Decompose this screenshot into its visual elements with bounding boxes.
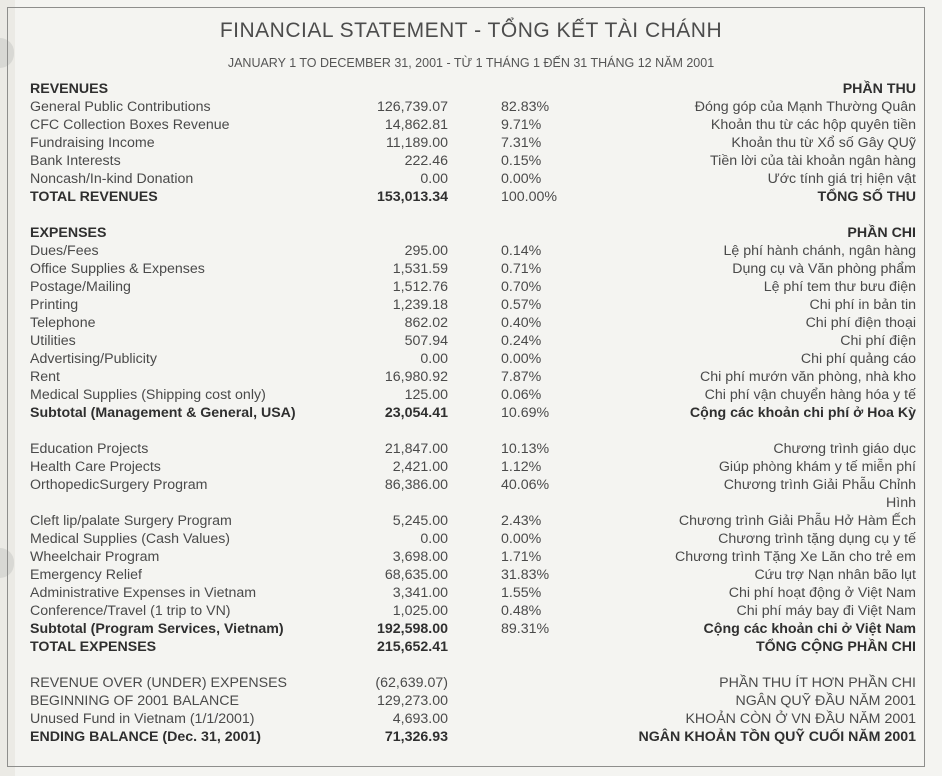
statement-title: FINANCIAL STATEMENT - TỔNG KẾT TÀI CHÁNH [219,19,723,42]
item-label-vn: Cứu trợ Nạn nhân bão lụt [754,567,916,583]
item-label: Medical Supplies (Cash Values) [30,531,231,547]
item-amount: 126,739.07 [376,99,448,115]
table-row [0,332,942,350]
item-percent: 0.15% [501,153,542,169]
item-label: Conference/Travel (1 trip to VN) [30,603,231,619]
item-label: Printing [30,297,79,313]
item-label: Administrative Expenses in Vietnam [30,585,257,601]
item-label-vn: NGÂN QUỸ ĐẦU NĂM 2001 [735,693,916,709]
item-label: Education Projects [30,441,149,457]
table-row [0,260,942,278]
statement-period: JANUARY 1 TO DECEMBER 31, 2001 - TỪ 1 THÁNG 1 ĐẾN 31 THÁNG 12 NĂM 2001 [227,56,715,70]
revenues-header [0,80,942,98]
item-label-vn: Lệ phí hành chánh, ngân hàng [723,243,916,259]
item-label: REVENUE OVER (UNDER) EXPENSES [30,675,288,691]
table-row [0,530,942,548]
item-amount: (62,639.07) [375,675,448,691]
total-label-vn: TỔNG SỐ THU [817,189,916,205]
subtotal-percent: 10.69% [501,405,550,421]
item-label: Fundraising Income [30,135,155,151]
item-amount: 16,980.92 [384,369,448,385]
table-row [0,116,942,134]
item-percent: 0.24% [501,333,542,349]
item-percent: 9.71% [501,117,542,133]
table-row [0,98,942,116]
item-percent: 7.87% [501,369,542,385]
total-amount: 215,652.41 [376,639,448,655]
table-row [0,314,942,332]
item-percent: 40.06% [501,477,550,493]
item-label: BEGINNING OF 2001 BALANCE [30,693,239,709]
subtotal-label-vn: Cộng các khoản chi ở Việt Nam [703,621,916,637]
table-row [0,242,942,260]
item-label-vn: Lệ phí tem thư bưu điện [763,279,916,295]
subtotal-percent: 89.31% [501,621,550,637]
item-percent: 1.55% [501,585,542,601]
item-label-vn: Chi phí in bản tin [809,297,916,313]
table-row [0,440,942,458]
item-label: Telephone [30,315,96,331]
section-label: REVENUES [30,81,109,97]
item-amount: 295.00 [404,243,448,259]
item-percent: 82.83% [501,99,550,115]
subtotal-usa-row [0,404,942,422]
item-label-vn: Khoản thu từ các hộp quyên tiền [710,117,916,133]
ending-balance-row [0,728,942,746]
item-amount: 3,698.00 [392,549,448,565]
item-label: Postage/Mailing [30,279,131,295]
item-label: Advertising/Publicity [30,351,157,367]
item-amount: 2,421.00 [392,459,448,475]
item-amount: 5,245.00 [392,513,448,529]
item-amount: 3,341.00 [392,585,448,601]
item-amount: 0.00 [420,351,448,367]
item-percent: 0.71% [501,261,542,277]
item-label: Rent [30,369,60,385]
item-label: Medical Supplies (Shipping cost only) [30,387,266,403]
item-label-vn: Ước tính giá trị hiện vật [767,171,916,187]
item-percent: 0.70% [501,279,542,295]
item-amount: 1,239.18 [392,297,448,313]
item-label: Emergency Relief [30,567,142,583]
item-label: Unused Fund in Vietnam (1/1/2001) [30,711,255,727]
table-row [0,512,942,530]
item-label-vn: Chương trình giáo dục [773,441,916,457]
item-label: Noncash/In-kind Donation [30,171,194,187]
item-label-vn-continuation: Hình [886,495,916,511]
subtotal-vietnam-row [0,620,942,638]
total-revenues-row [0,188,942,206]
item-amount: 86,386.00 [384,477,448,493]
section-label-vn: PHẦN THU [842,81,916,97]
item-percent: 0.06% [501,387,542,403]
item-label-vn: Chương trình Giải Phẫu Chỉnh [723,477,916,493]
item-label-vn: Chi phí máy bay đi Việt Nam [736,603,916,619]
item-amount: 0.00 [420,531,448,547]
item-percent: 31.83% [501,567,550,583]
item-label-vn: Khoản thu từ Xổ số Gây QUỹ [731,135,916,151]
item-amount: 21,847.00 [384,441,448,457]
item-label-vn: Giúp phòng khám y tế miễn phí [718,459,916,475]
item-label-vn: Chương trình tặng dụng cụ y tế [718,531,916,547]
table-row [0,368,942,386]
table-row [0,710,942,728]
item-label: CFC Collection Boxes Revenue [30,117,230,133]
item-label-vn: PHẦN THU ÍT HƠN PHẦN CHI [719,675,916,691]
table-row [0,350,942,368]
item-percent: 0.00% [501,531,542,547]
total-expenses-row [0,638,942,656]
total-percent: 100.00% [501,189,558,205]
table-row [0,674,942,692]
section-label: EXPENSES [30,225,107,241]
expenses-header [0,224,942,242]
item-label: Cleft lip/palate Surgery Program [30,513,232,529]
item-percent: 0.14% [501,243,542,259]
item-label: Utilities [30,333,76,349]
item-percent: 0.40% [501,315,542,331]
item-percent: 10.13% [501,441,550,457]
item-percent: 1.71% [501,549,542,565]
subtotal-label-vn: Cộng các khoản chi phí ở Hoa Kỳ [689,405,916,421]
item-amount: 11,189.00 [385,135,448,151]
item-amount: 222.46 [404,153,448,169]
table-row [0,296,942,314]
item-percent: 0.57% [501,297,542,313]
section-label-vn: PHẦN CHI [847,225,916,241]
item-amount: 1,025.00 [392,603,448,619]
item-label-vn: Chương trình Giải Phẫu Hở Hàm Ếch [678,513,916,529]
item-label-vn: Dụng cụ và Văn phòng phẩm [732,261,916,277]
subtotal-label: Subtotal (Management & General, USA) [30,405,296,421]
item-amount: 1,512.76 [392,279,448,295]
item-label-vn: Chi phí mướn văn phòng, nhà kho [700,369,916,385]
item-percent: 0.00% [501,351,542,367]
item-amount: 129,273.00 [376,693,448,709]
item-label: Wheelchair Program [30,549,160,565]
table-row [0,134,942,152]
item-label-vn: Đóng góp của Mạnh Thường Quân [694,99,916,115]
subtotal-amount: 192,598.00 [376,621,448,637]
total-label: TOTAL REVENUES [30,189,158,205]
total-amount: 153,013.34 [376,189,448,205]
subtotal-label: Subtotal (Program Services, Vietnam) [30,621,284,637]
item-percent: 1.12% [501,459,542,475]
item-label: Health Care Projects [30,459,161,475]
item-amount: 125.00 [404,387,448,403]
item-percent: 7.31% [501,135,542,151]
table-row [0,566,942,584]
table-row [0,386,942,404]
ending-label: ENDING BALANCE (Dec. 31, 2001) [30,729,262,745]
item-label: Dues/Fees [30,243,99,259]
table-row [0,584,942,602]
table-row [0,476,942,494]
item-amount: 0.00 [420,171,448,187]
table-row [0,170,942,188]
item-amount: 862.02 [404,315,448,331]
item-label-vn: Chương trình Tặng Xe Lăn cho trẻ em [675,549,916,565]
item-percent: 0.00% [501,171,542,187]
item-label-vn: Chi phí điện [840,333,916,349]
item-label: OrthopedicSurgery Program [30,477,208,493]
table-row [0,458,942,476]
item-percent: 2.43% [501,513,542,529]
item-label-vn: KHOẢN CÒN Ở VN ĐẦU NĂM 2001 [685,711,916,727]
table-row [0,548,942,566]
item-label-vn: Tiền lời của tài khoản ngân hàng [710,153,916,169]
item-amount: 1,531.59 [392,261,448,277]
item-amount: 507.94 [404,333,448,349]
item-percent: 0.48% [501,603,542,619]
item-amount: 4,693.00 [392,711,448,727]
item-amount: 68,635.00 [384,567,448,583]
total-label: TOTAL EXPENSES [30,639,157,655]
table-row [0,602,942,620]
item-label-vn: Chi phí điện thoại [805,315,916,331]
ending-amount: 71,326.93 [384,729,448,745]
total-label-vn: TỔNG CỘNG PHẦN CHI [755,639,916,655]
item-label-vn: Chi phí hoạt động ở Việt Nam [728,585,916,601]
item-label-vn: Chi phí vận chuyển hàng hóa y tế [704,387,916,403]
table-row [0,278,942,296]
item-label: Bank Interests [30,153,121,169]
item-amount: 14,862.81 [384,117,448,133]
item-label: Office Supplies & Expenses [30,261,205,277]
subtotal-amount: 23,054.41 [384,405,448,421]
item-label: General Public Contributions [30,99,211,115]
table-row [0,152,942,170]
table-row [0,692,942,710]
item-label-vn: Chi phí quảng cáo [800,351,916,367]
ending-label-vn: NGÂN KHOẢN TỒN QUỸ CUỐI NĂM 2001 [638,729,916,745]
